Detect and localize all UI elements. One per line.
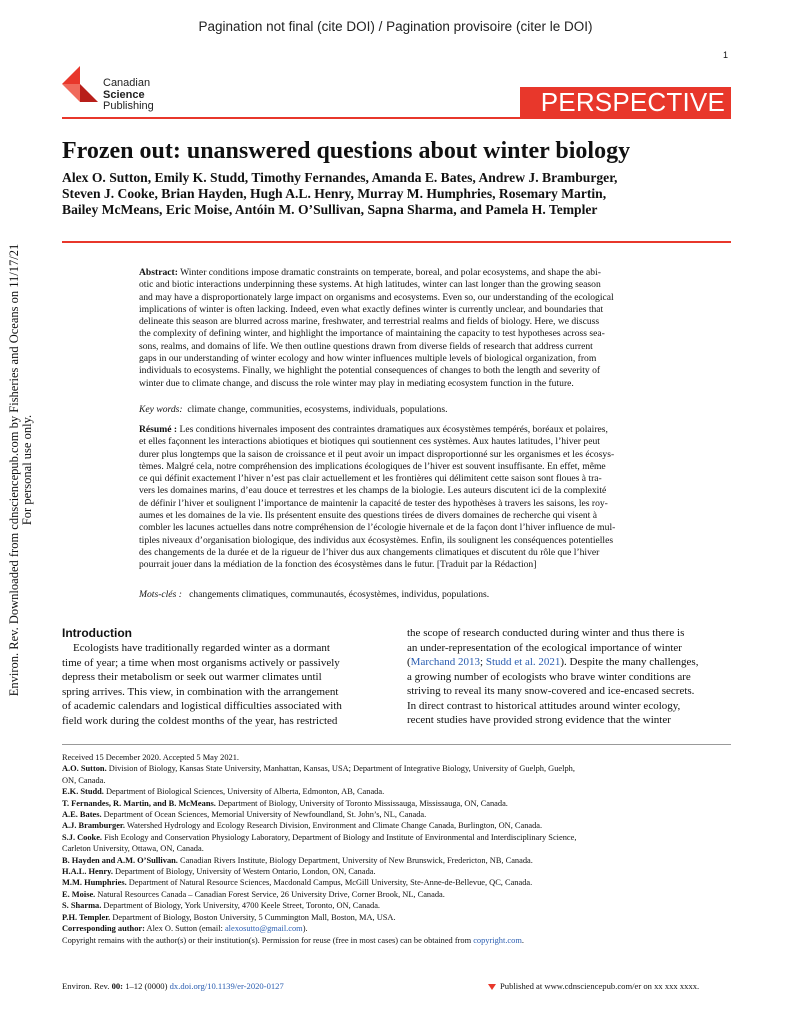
affiliation-line (62, 855, 731, 866)
paren-open: ( (407, 656, 411, 668)
body-line: time of year; a time when most organisms actively or passively (62, 656, 340, 669)
journal-name: Environ. Rev. (62, 981, 112, 991)
affiliation-line (62, 843, 731, 854)
resume-line: et elles façonnent les interactions abiotiques et biotiques qui soutiennent ces systèmes. Aux hautes latitudes, l’hiver peut (139, 436, 600, 448)
corresponding-label: Corresponding author: (62, 924, 145, 934)
citation-link-studd[interactable]: Studd et al. 2021 (485, 656, 561, 668)
body-line: of academic calendars and logistical difficulties associated with (62, 700, 342, 712)
corresponding-text: Alex O. Sutton (email: (144, 924, 225, 934)
body-line: recent studies have provided strong evidence that the winter (407, 714, 671, 726)
article-title: Frozen out: unanswered questions about winter biology (62, 138, 631, 164)
body-line: spring arrives. This view, in combination with the arrangement (62, 685, 339, 698)
affiliation-authors: T. Fernandes, R. Martin, and B. McMeans. (62, 798, 216, 808)
pagination-banner: Pagination not final (cite DOI) / Pagination provisoire (citer le DOI) (198, 19, 593, 34)
intro-column-2 (407, 626, 731, 728)
affiliation-text: Carleton University, Ottawa, ON, Canada. (62, 844, 204, 854)
download-notice (8, 244, 34, 696)
section-heading: Introduction (62, 626, 132, 640)
download-sidebar (0, 0, 40, 1024)
resume-label: Résumé : (139, 424, 178, 435)
intro-column-1 (62, 641, 384, 728)
abstract-line: sons, realms, and domains of life. We then outline questions drawn from diverse fields of research that address current (139, 340, 593, 352)
body-line: depress their metabolism or seek out warmer climates until (62, 671, 322, 683)
resume-line: ce qui définit exactement l’hiver n’est pas clair actuellement et les frontières qui délimitent cette saison sont floues à tra- (139, 473, 602, 485)
affiliation-authors: M.M. Humphries. (62, 878, 127, 888)
keywords (139, 404, 447, 415)
abstract-line: otic and biotic interactions underpinning these systems. At high latitudes, winter can last longer than the growing season (139, 279, 601, 291)
resume-line: pourrait jouer dans la médiation de la fonction des écosystèmes dans le futur. [Traduit par la Rédaction] (139, 559, 537, 571)
resume-line: durer plus longtemps que la saison de croissance et il peut avoir un impact disproportionné sur les organismes et les écosys- (139, 448, 615, 460)
publisher-line2: Science (103, 88, 145, 101)
abstract-line: Winter conditions impose dramatic constraints on temperate, boreal, and polar ecosystems, and shape the abi- (177, 267, 601, 278)
publisher-line1: Canadian (103, 77, 151, 89)
download-notice-line2: For personal use only. (20, 414, 34, 526)
copyright-end: . (521, 935, 524, 945)
affiliation-text: Watershed Hydrology and Ecology Research Division, Environment and Climate Change Canada, Burlington, ON, Canada. (124, 821, 543, 831)
author-line: Bailey McMeans, Eric Moise, Antóin M. O’Sullivan, Sapna Sharma, and Pamela H. Templer (62, 202, 598, 217)
affiliation-text: ON, Canada. (62, 775, 106, 785)
body-line: a growing number of ecologists who brave winter conditions are (407, 670, 691, 683)
affiliation-authors: E. Moise. (62, 889, 96, 899)
mots-cles (139, 589, 489, 600)
affiliation-text: Fish Ecology and Conservation Physiology Laboratory, Department of Biology and Institute of Environmental and Interdisciplinary Science, (102, 832, 577, 842)
affiliation-authors: A.J. Bramburger. (62, 821, 125, 831)
affiliation-list (62, 763, 731, 923)
affiliation-authors: S. Sharma. (62, 901, 102, 911)
section-label-bar (520, 87, 731, 117)
body-line: In direct contrast to historical attitudes around winter ecology, (407, 699, 681, 712)
resume-line: de définir l’hiver et soulignent l’importance de maintenir la capacité de tester des hypothèses à travers les saisons, les roy- (139, 497, 608, 509)
affiliation-line (62, 900, 731, 911)
affiliation-text: Department of Natural Resource Sciences, Macdonald Campus, McGill University, Ste-Anne-de-Bellevue, QC, Canada. (126, 878, 533, 888)
affiliation-text: Department of Biology, York University, 4700 Keele Street, Toronto, ON, Canada. (101, 901, 381, 911)
received-dates: Received 15 December 2020. Accepted 5 May 2021. (62, 753, 239, 762)
affiliation-authors: S.J. Cooke. (62, 832, 103, 842)
corresponding-author (62, 923, 731, 934)
mots-cles-label: Mots-clés : (139, 589, 182, 600)
affiliation-line (62, 786, 731, 797)
body-line: field work during the coldest months of the year, has restricted (62, 714, 338, 727)
affiliation-line (62, 866, 731, 877)
affiliation-text: Department of Biology, Boston University, 5 Cummington Mall, Boston, MA, USA. (110, 912, 396, 922)
abstract-line: implications of winter is often lacking. Indeed, even what exactly defines winter is currently unclear, and boundaries that (139, 303, 604, 315)
citation-link-marchand[interactable]: Marchand 2013 (410, 656, 481, 668)
affiliation-authors: B. Hayden and A.M. O’Sullivan. (62, 855, 178, 865)
affiliation-authors: H.A.L. Henry. (62, 867, 113, 877)
resume-line: des changements de la durée et de la rigueur de l’hiver dus aux changements climatiques et discutent du rôle que l’hiver (139, 546, 600, 558)
published-text: Published at www.cdnsciencepub.com/er on xx xxx xxxx. (500, 981, 700, 991)
corresponding-end: ). (302, 924, 308, 934)
abstract-line: delineate this season are blurred across marine, freshwater, and terrestrial realms and fields of biology. Here, we discuss (139, 316, 600, 328)
affiliation-text: Natural Resources Canada – Canadian Forest Service, 26 University Drive, Corner Brook, NL, Canada. (95, 889, 445, 899)
section-label: PERSPECTIVE (540, 87, 725, 117)
affiliation-line (62, 889, 731, 900)
abstract-line: the complexity of defining winter, and highlight the importance of maintaining the capacity to test hypotheses across sea- (139, 328, 605, 340)
publisher-logo-icon (62, 64, 98, 102)
body-line (407, 655, 731, 670)
copyright-link[interactable]: copyright.com (473, 935, 522, 945)
affiliation-line (62, 832, 731, 843)
body-text: ). Despite the many challenges, (560, 656, 699, 668)
body-line: an under-representation of the ecological importance of winter (407, 641, 682, 654)
affiliation-text: Canadian Rivers Institute, Biology Department, University of New Brunswick, Fredericton, NB, Canada. (177, 855, 533, 865)
author-list (62, 170, 727, 218)
affiliation-line (62, 809, 731, 820)
affiliation-line (62, 877, 731, 888)
affiliation-authors: A.O. Sutton. (62, 764, 107, 774)
body-line: the scope of research conducted during winter and thus there is (407, 627, 685, 639)
resume-line: vers les domaines marins, d’eau douce et terrestres et les champs de la biologie. Les auteurs discutent ici de la complexité (139, 485, 607, 497)
body-line: Ecologists have traditionally regarded winter as a dormant (62, 642, 330, 654)
affiliation-text: Department of Biological Sciences, University of Alberta, Edmonton, AB, Canada. (103, 787, 385, 797)
journal-issue: 00: (111, 981, 124, 991)
publisher-logo-text (103, 78, 154, 113)
header-rule (62, 117, 731, 119)
resume-line: tiples niveaux d’organisation biologique, des individus aux écosystèmes. Enfin, ils soulignent les conséquences potentielles (139, 534, 614, 546)
citation-footer (62, 981, 284, 991)
mots-cles-text: changements climatiques, communautés, écosystèmes, individus, populations. (181, 589, 490, 600)
page-number: 1 (723, 50, 729, 60)
download-notice-line1: Environ. Rev. Downloaded from cdnsciencepub.com by Fisheries and Oceans on 11/17/21 (7, 243, 21, 697)
keywords-text: climate change, communities, ecosystems, individuals, populations. (182, 404, 448, 415)
affiliation-line (62, 820, 731, 831)
abstract-label: Abstract: (139, 267, 178, 278)
footnote-rule (62, 744, 731, 745)
separator: ; (480, 656, 486, 668)
email-link[interactable]: alexosutto@gmail.com (224, 924, 303, 934)
copyright-notice (62, 935, 731, 946)
affiliation-line (62, 798, 731, 809)
resume-line: combler les lacunes actuelles dans notre compréhension de l’écologie hivernale et de la façon dont l’hiver influence de mul- (139, 522, 616, 534)
abstract-line: individuals to ecosystems. Finally, we highlight the potential consequences of changes to both the length and severity of (139, 365, 601, 377)
abstract-line: gaps in our understanding of winter ecology and how winter influences multiple levels of biological organization, from (139, 353, 597, 365)
affiliation-text: Department of Biology, University of Western Ontario, London, ON, Canada. (112, 867, 376, 877)
footnotes (62, 752, 731, 946)
author-line: Alex O. Sutton, Emily K. Studd, Timothy Fernandes, Amanda E. Bates, Andrew J. Bramburger, (62, 170, 618, 185)
resume-line: Les conditions hivernales imposent des contraintes dramatiques aux écosystèmes tempérés, boréaux et polaires, (177, 424, 608, 435)
keywords-label: Key words: (139, 404, 183, 415)
affiliation-text: Department of Biology, University of Toronto Mississauga, Mississauga, ON, Canada. (215, 798, 508, 808)
journal-pages: 1–12 (0000) (123, 981, 170, 991)
abstract (139, 267, 731, 390)
triangle-icon (488, 984, 496, 990)
title-rule (62, 241, 731, 243)
abstract-line: and may have a disproportionately large impact on organisms and ecosystems. Even so, our understanding of the ecological (139, 291, 614, 303)
affiliation-authors: P.H. Templer. (62, 912, 111, 922)
body-line: striving to reveal its many snow-covered and ice-encased secrets. (407, 685, 695, 697)
resume-line: tèmes. Malgré cela, notre compréhension des implications écologiques de l’hiver est souvent insuffisante. En effet, même (139, 460, 606, 472)
affiliation-line (62, 763, 731, 774)
affiliation-line (62, 775, 731, 786)
published-notice (488, 981, 699, 991)
affiliation-text: Division of Biology, Kansas State University, Manhattan, Kansas, USA; Department of Integrative Biology, University of Guelph, Guelph, (106, 764, 575, 774)
resume (139, 424, 731, 572)
doi-link[interactable]: dx.doi.org/10.1139/er-2020-0127 (169, 981, 284, 991)
resume-line: aumes et les domaines de la vie. Ils présentent ensuite des questions tirées de divers domaines de recherche qui visent à (139, 510, 597, 522)
publisher-line3: Publishing (103, 100, 154, 112)
affiliation-authors: E.K. Studd. (62, 787, 104, 797)
affiliation-text: Department of Ocean Sciences, Memorial University of Newfoundland, St. John’s, NL, Canada. (101, 810, 427, 820)
affiliation-line (62, 912, 731, 923)
copyright-text: Copyright remains with the author(s) or their institution(s). Permission for reuse (free in most cases) can be obtained from (62, 935, 474, 945)
abstract-line: winter due to climate change, and discuss the role winter may play in mediating ecosystem function in the future. (139, 377, 574, 389)
author-line: Steven J. Cooke, Brian Hayden, Hugh A.L. Henry, Murray M. Humphries, Rosemary Martin, (62, 186, 607, 201)
affiliation-authors: A.E. Bates. (62, 810, 102, 820)
